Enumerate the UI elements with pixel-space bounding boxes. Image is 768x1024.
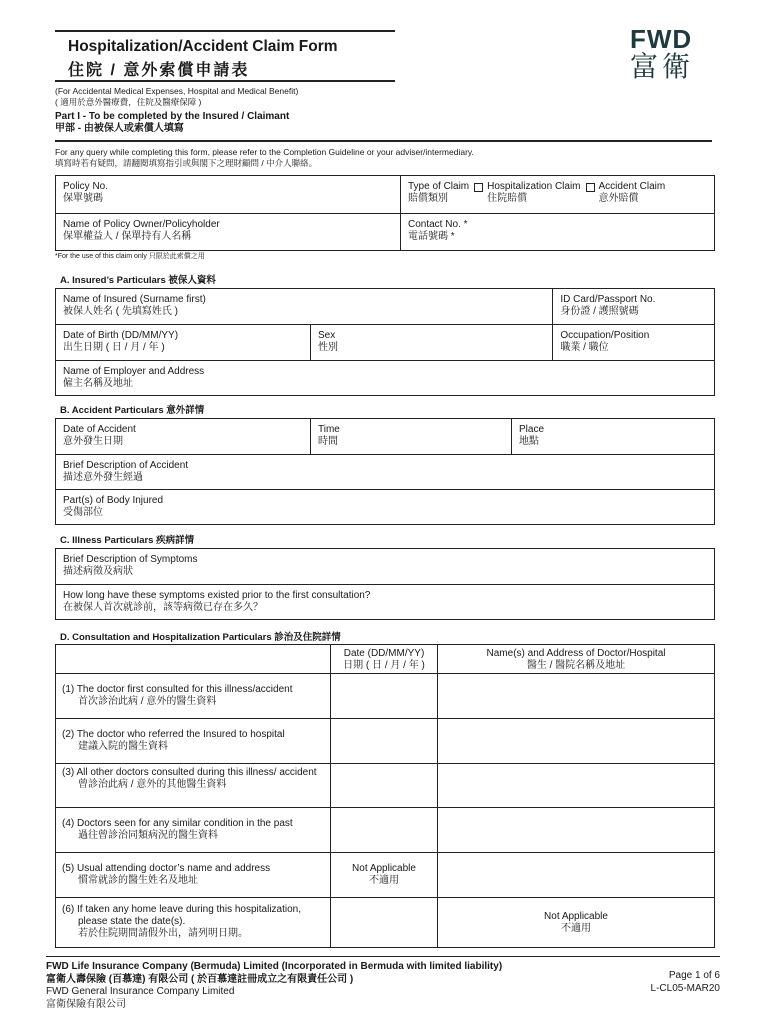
doctor-col-label-zh: 醫生 / 醫院名稱及地址 (526, 660, 626, 671)
hosp-claim-checkbox[interactable] (474, 183, 483, 192)
footer-rule (46, 956, 720, 957)
row-2-doctor-input[interactable] (438, 719, 715, 764)
hosp-claim-label-zh: 住院賠償 (487, 193, 528, 204)
policy-no-label: Policy No. (63, 181, 109, 192)
dob-label: Date of Birth (DD/MM/YY) (63, 330, 179, 341)
date-column-header (331, 645, 438, 674)
table-row-label (56, 898, 331, 948)
doctor-column-header (438, 645, 715, 674)
policy-footnote: *For the use of this claim only 只限於此索償之用 (55, 253, 205, 260)
contact-no-field[interactable] (401, 214, 715, 251)
row-5-doctor-input[interactable] (438, 853, 715, 898)
symptoms-label-zh: 描述病徵及病狀 (63, 566, 133, 577)
policy-owner-label: Name of Policy Owner/Policyholder (63, 219, 220, 230)
symptom-duration-label-zh: 在被保人首次就診前，該等病徵已存在多久？ (63, 602, 263, 613)
footer-company (46, 961, 502, 1011)
employer-label: Name of Employer and Address (63, 366, 205, 377)
contact-no-label: Contact No. * (408, 219, 468, 230)
section-b-title: B. Accident Particulars 意外詳情 (60, 405, 205, 416)
row-6-label-zh: 若於住院期間請假外出，請列明日期。 (78, 928, 248, 939)
type-of-claim-field (401, 176, 715, 214)
accident-desc-label-zh: 描述意外發生經過 (63, 472, 143, 483)
row-3-label-zh: 曾診治此病 / 意外的其他醫生資料 (78, 779, 227, 790)
row-3-doctor-input[interactable] (438, 764, 715, 808)
part-heading (55, 111, 289, 135)
policy-table (55, 175, 715, 251)
query-note (55, 147, 474, 169)
form-title-zh: 住院 / 意外索償申請表 (68, 62, 250, 79)
section-d-title: D. Consultation and Hospitalization Particulars 診治及住院詳情 (60, 632, 341, 643)
row-4-doctor-input[interactable] (438, 808, 715, 853)
occupation-label-zh: 職業 / 職位 (560, 342, 609, 353)
section-a-table (55, 288, 715, 396)
row-5-label-zh: 慣常就診的醫生姓名及地址 (78, 875, 198, 886)
occupation-field[interactable] (553, 325, 715, 361)
page-number: Page 1 of 6 (668, 970, 720, 981)
row-5-date-na (331, 853, 438, 898)
logo-text: FWD (630, 24, 693, 54)
doctor-col-label: Name(s) and Address of Doctor/Hospital (486, 648, 666, 659)
row-4-label-zh: 過往曾診治同類病況的醫生資料 (78, 830, 218, 841)
id-card-label: ID Card/Passport No. (560, 294, 656, 305)
accident-date-label: Date of Accident (63, 424, 136, 435)
acc-claim-option[interactable] (581, 181, 666, 205)
date-col-label: Date (DD/MM/YY) (343, 648, 425, 659)
policy-no-label-zh: 保單號碼 (63, 193, 103, 204)
subtitle (55, 86, 298, 108)
footer-company-1-zh: 富衛人壽保險 (百慕達) 有限公司 ( 於百慕達註冊成立之有限責任公司 ) (46, 973, 354, 985)
symptoms-field[interactable] (56, 549, 715, 585)
sex-field[interactable] (311, 325, 553, 361)
insured-name-field[interactable] (56, 289, 553, 325)
symptoms-label: Brief Description of Symptoms (63, 554, 198, 565)
row-4-label: (4) Doctors seen for any similar condition in the past (62, 818, 293, 829)
body-injured-field[interactable] (56, 490, 715, 525)
form-title: Hospitalization/Accident Claim Form (68, 38, 338, 55)
employer-field[interactable] (56, 361, 715, 396)
row-5-na-label: Not Applicable (352, 863, 416, 874)
section-a-title: A. Insured’s Particulars 被保人資料 (60, 275, 216, 286)
row-6-doctor-na (438, 898, 715, 948)
symptom-duration-label: How long have these symptoms existed prior to the first consultation? (63, 590, 371, 601)
row-4-date-input[interactable] (331, 808, 438, 853)
body-injured-label-zh: 受傷部位 (63, 507, 103, 518)
row-1-label-zh: 首次診治此病 / 意外的醫生資料 (78, 696, 217, 707)
form-code: L-CL05-MAR20 (650, 983, 720, 994)
sex-label-zh: 性別 (318, 342, 338, 353)
query-note-en: For any query while completing this form, please refer to the Completion Guideline or your adviser/intermediary. (55, 147, 474, 157)
footer-company-2: FWD General Insurance Company Limited (46, 986, 235, 997)
section-d-table (55, 644, 715, 948)
row-1-doctor-input[interactable] (438, 674, 715, 719)
subtitle-en: (For Accidental Medical Expenses, Hospital and Medical Benefit) (55, 86, 299, 96)
row-3-label: (3) All other doctors consulted during this illness/ accident (62, 767, 317, 778)
policy-no-field[interactable] (56, 176, 401, 214)
row-5-na-label-zh: 不適用 (369, 875, 399, 886)
employer-label-zh: 僱主名稱及地址 (63, 378, 133, 389)
row-3-date-input[interactable] (331, 764, 438, 808)
row-6-na-label-zh: 不適用 (561, 922, 591, 934)
symptom-duration-field[interactable] (56, 585, 715, 620)
hosp-claim-option[interactable] (469, 181, 580, 205)
query-note-zh: 填寫時若有疑問，請翻閱填寫指引或與閣下之理財顧問 / 中介人聯絡。 (55, 158, 318, 168)
id-card-field[interactable] (553, 289, 715, 325)
sex-label: Sex (318, 330, 336, 341)
table-row-label (56, 808, 331, 853)
section-b-table (55, 418, 715, 525)
table-row-label (56, 853, 331, 898)
footer-page-info (651, 969, 720, 995)
corner-cell (56, 645, 331, 674)
contact-no-label-zh: 電話號碼 * (408, 231, 455, 242)
row-6-date-input[interactable] (331, 898, 438, 948)
occupation-label: Occupation/Position (560, 330, 650, 341)
id-card-label-zh: 身份證 / 護照號碼 (560, 306, 639, 317)
policy-owner-field[interactable] (56, 214, 401, 251)
acc-claim-checkbox[interactable] (586, 183, 595, 192)
acc-claim-label: Accident Claim (598, 181, 666, 192)
row-2-label-zh: 建議入院的醫生資料 (78, 741, 168, 752)
part-rule (55, 140, 712, 142)
accident-desc-field[interactable] (56, 455, 715, 490)
table-row-label (56, 719, 331, 764)
accident-place-label: Place (519, 424, 545, 435)
policy-owner-label-zh: 保單權益人 / 保單持有人名稱 (63, 231, 192, 242)
body-injured-label: Part(s) of Body Injured (63, 495, 164, 506)
insured-name-label: Name of Insured (Surname first) (63, 294, 206, 305)
acc-claim-label-zh: 意外賠償 (598, 193, 639, 204)
logo-text-zh: 富衛 (630, 51, 695, 82)
date-col-label-zh: 日期 ( 日 / 月 / 年 ) (343, 660, 425, 671)
part-heading-en: Part I - To be completed by the Insured / Claimant (55, 111, 290, 122)
table-row-label (56, 764, 331, 808)
row-6-na-label: Not Applicable (544, 910, 608, 922)
title-bottom-rule (55, 80, 395, 82)
accident-time-label-zh: 時間 (318, 436, 338, 447)
type-of-claim-label: Type of Claim (408, 181, 470, 192)
type-of-claim-label-zh: 賠償類別 (408, 193, 448, 204)
fwd-logo (630, 26, 718, 82)
row-5-label: (5) Usual attending doctor’s name and address (62, 863, 271, 874)
table-row-label (56, 674, 331, 719)
subtitle-zh: ( 適用於意外醫療費，住院及醫療保障 ) (55, 97, 202, 107)
part-heading-zh: 甲部 - 由被保人或索償人填寫 (55, 123, 184, 134)
row-1-date-input[interactable] (331, 674, 438, 719)
accident-time-field[interactable] (311, 419, 512, 455)
section-c-table (55, 548, 715, 620)
accident-date-label-zh: 意外發生日期 (63, 436, 123, 447)
accident-place-label-zh: 地點 (519, 436, 539, 447)
accident-desc-label: Brief Description of Accident (63, 460, 189, 471)
accident-place-field[interactable] (512, 419, 715, 455)
accident-date-field[interactable] (56, 419, 311, 455)
row-6-label: (6) If taken any home leave during this hospitalization, please state the date(s). (62, 904, 302, 927)
section-c-title: C. Illness Particulars 疾病詳情 (60, 535, 195, 546)
footer-company-1: FWD Life Insurance Company (Bermuda) Limited (Incorporated in Bermuda with limited liability) (46, 961, 503, 972)
row-1-label: (1) The doctor first consulted for this illness/accident (62, 684, 293, 695)
dob-label-zh: 出生日期 ( 日 / 月 / 年 ) (63, 342, 165, 353)
row-2-label: (2) The doctor who referred the Insured to hospital (62, 729, 285, 740)
hosp-claim-label: Hospitalization Claim (487, 181, 581, 192)
title-top-rule (55, 30, 395, 32)
dob-field[interactable] (56, 325, 311, 361)
insured-name-label-zh: 被保人姓名 ( 先填寫姓氏 ) (63, 306, 178, 317)
row-2-date-input[interactable] (331, 719, 438, 764)
accident-time-label: Time (318, 424, 340, 435)
footer-company-2-zh: 富衛保險有限公司 (46, 998, 126, 1010)
